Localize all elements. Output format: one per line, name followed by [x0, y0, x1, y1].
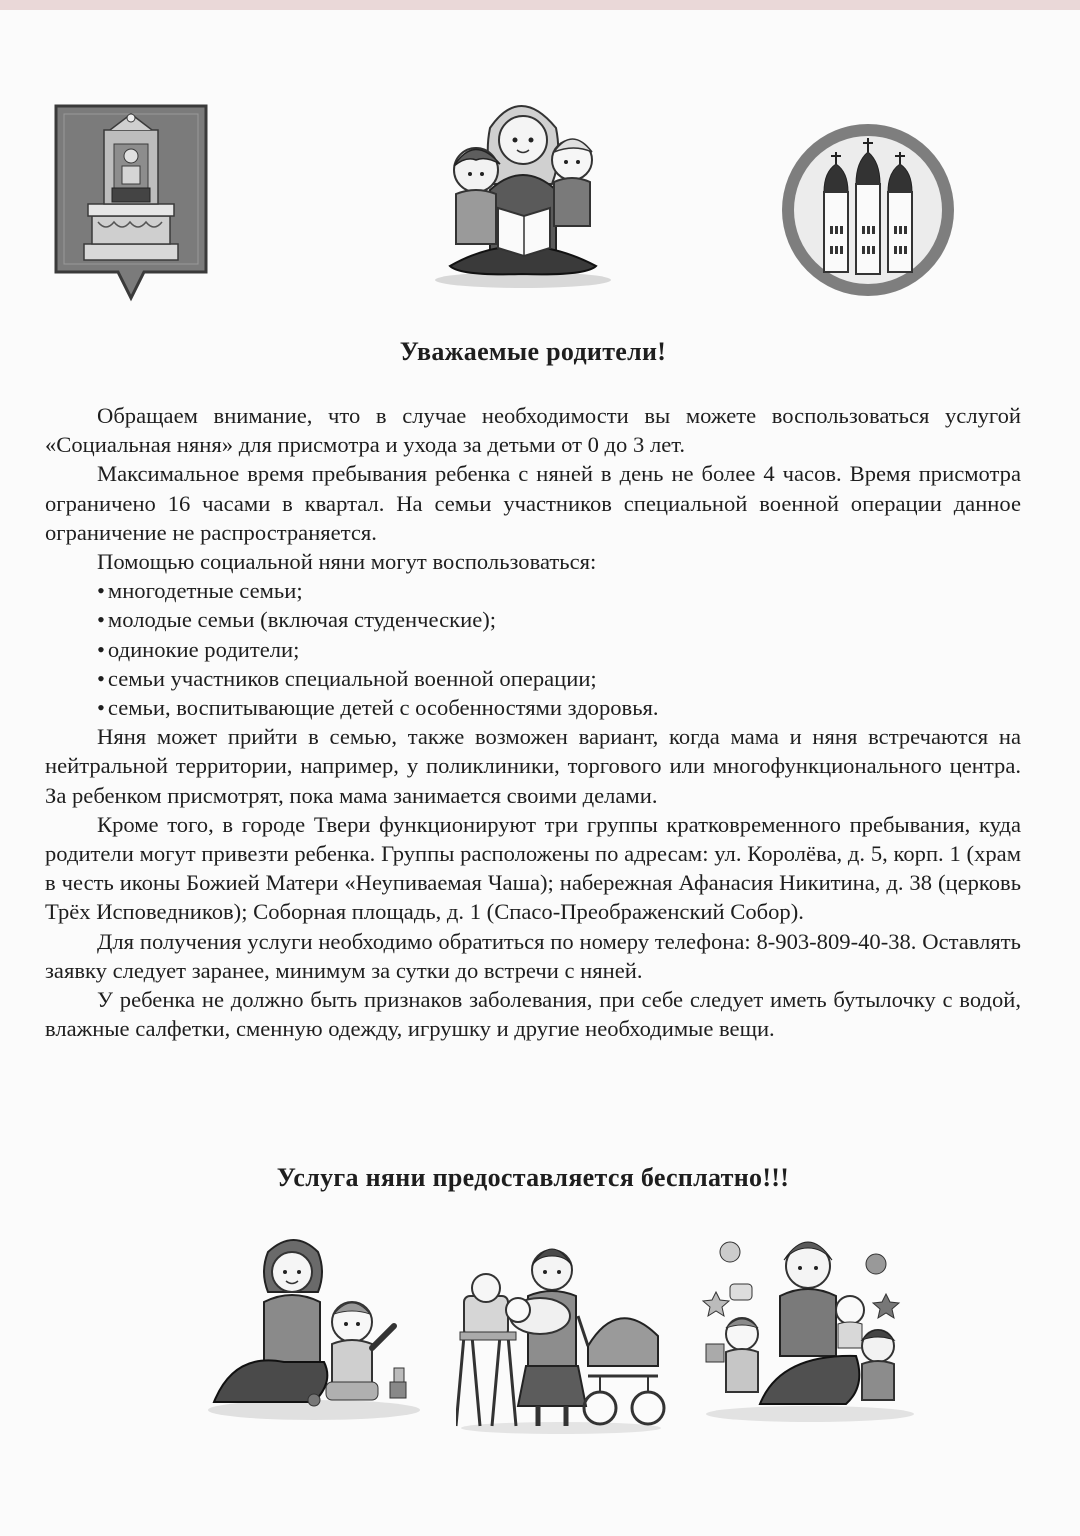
paragraph-contact: Для получения услуги необходимо обратиться по номеру телефона: 8-903-809-40-38. Оставлять заявку следует заранее, минимум за сутки до встречи с няней. — [45, 928, 1021, 983]
paragraph-meeting-place: Няня может прийти в семью, также возможен вариант, когда мама и няня встречаются на нейтральной территории, например, у поликлиники, торгового или многофункционального центра. За ребенком присмотрят, пока мама занимается своими делами. — [45, 724, 1021, 808]
paragraph-eligibility: Помощью социальной няни могут воспользоваться: — [97, 549, 597, 575]
list-item: • молодые семьи (включая студенческие); — [97, 605, 1021, 634]
nanny-playing-illustration — [204, 1232, 424, 1422]
body-text — [45, 401, 1021, 1043]
church-emblem-icon — [780, 122, 956, 298]
paragraph-time-limits: Максимальное время пребывания ребенка с няней в день не более 4 часов. Время присмотра ограничено 16 часами в квартал. На семьи участников специальной военной операции данное ограничение не распространяется. — [45, 461, 1021, 545]
list-item: • одинокие родители; — [97, 635, 1021, 664]
nanny-reading-illustration — [428, 90, 618, 290]
list-item: • семьи, воспитывающие детей с особенностями здоровья. — [97, 693, 1021, 722]
nanny-with-children-illustration — [700, 1224, 920, 1424]
paragraph-groups: Кроме того, в городе Твери функционируют три группы кратковременного пребывания, куда родители могут привезти ребенка. Группы расположены по адресам: ул. Королёва, д. 5, корп. 1 (храм в честь иконы Божией Матери «Неупиваемая Чаша); набережная Афанасия Никитина, д. 38 (церковь Трёх Исповедников); Соборная площадь, д. 1 (Спасо-Преображенский Собор). — [45, 811, 1021, 925]
paragraph-intro: Обращаем внимание, что в случае необходимости вы можете воспользоваться услугой «Социальная няня» для присмотра и ухода за детьми от 0 до 3 лет. — [45, 403, 1021, 458]
coat-of-arms-icon — [52, 104, 210, 302]
footer-heading: Услуга няни предоставляется бесплатно!!! — [276, 1163, 790, 1192]
list-item: • семьи участников специальной военной операции; — [97, 664, 1021, 693]
nanny-with-baby-illustration — [456, 1236, 666, 1436]
paragraph-requirements: У ребенка не должно быть признаков заболевания, при себе следует иметь бутылочку с водой, влажные салфетки, сменную одежду, игрушку и другие необходимые вещи. — [45, 987, 1021, 1042]
list-item: • многодетные семьи; — [97, 576, 1021, 605]
eligibility-list — [45, 576, 1021, 722]
page-title: Уважаемые родители! — [399, 337, 667, 366]
top-strip — [0, 0, 1080, 10]
